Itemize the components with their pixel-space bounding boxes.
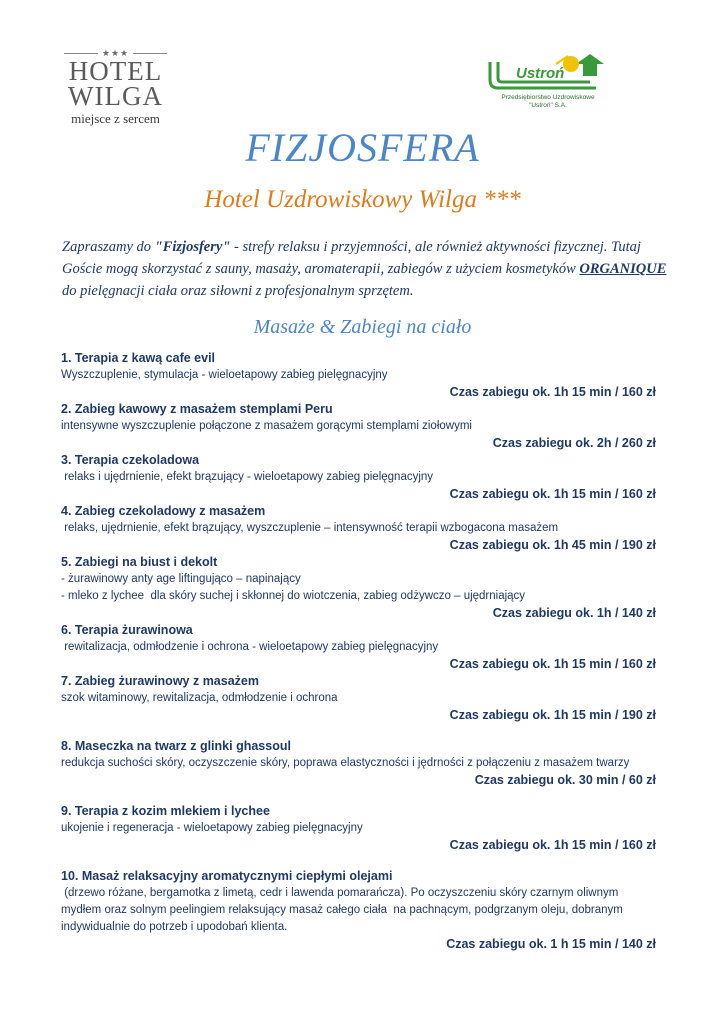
- treatment-description: redukcja suchości skóry, oczyszczenie skóry, poprawa elastyczności i jędrności z połączeniu z masażem twarzy: [61, 757, 630, 769]
- treatment-name: 7. Zabieg żurawinowy z masażem: [61, 674, 259, 688]
- treatment-price: Czas zabiegu ok. 30 min / 60 zł: [474, 773, 656, 787]
- treatment-price: Czas zabiegu ok. 1h 15 min / 190 zł: [449, 708, 656, 722]
- hotel-wilga-logo: [58, 48, 173, 127]
- treatment-price: Czas zabiegu ok. 1 h 15 min / 140 zł: [446, 937, 656, 951]
- treatment-price: Czas zabiegu ok. 1h / 140 zł: [492, 606, 656, 620]
- logo-stars: ★★★: [58, 48, 173, 59]
- treatment-item: [61, 503, 656, 554]
- ustron-mark-icon: [486, 54, 610, 94]
- page-subtitle: Hotel Uzdrowiskowy Wilga ***: [204, 186, 521, 213]
- logo-motto: miejsce z sercem: [71, 111, 160, 126]
- ustron-logo: [486, 54, 610, 110]
- treatment-name: 2. Zabieg kawowy z masażem stemplami Peru: [61, 402, 333, 416]
- intro-brand-organique: ORGANIQUE: [579, 261, 667, 277]
- treatment-name: 6. Terapia żurawinowa: [61, 623, 193, 637]
- treatment-description: Wyszczuplenie, stymulacja - wieloetapowy zabieg pielęgnacyjny: [61, 369, 388, 381]
- treatment-description: szok witaminowy, rewitalizacja, odmłodzenie i ochrona: [61, 692, 338, 704]
- treatment-price: Czas zabiegu ok. 1h 15 min / 160 zł: [449, 487, 656, 501]
- treatment-description: mydłem oraz solnym peelingiem relaksujący masaż całego ciała na pachnącym, podgrzanym oleju, dobranym: [61, 904, 623, 916]
- treatment-item: [61, 401, 656, 452]
- treatment-item: [61, 622, 656, 673]
- treatment-list: [61, 350, 656, 953]
- intro-fizjosfera: "Fizjosfery": [154, 239, 231, 255]
- treatment-price: Czas zabiegu ok. 1h 15 min / 160 zł: [449, 385, 656, 399]
- logo-line-wilga: WILGA: [68, 81, 163, 111]
- treatment-name: 4. Zabieg czekoladowy z masażem: [61, 504, 266, 518]
- treatment-price: Czas zabiegu ok. 1h 15 min / 160 zł: [449, 657, 656, 671]
- intro-paragraph: Zapraszamy do "Fizjosfery" - strefy relaksu i przyjemności, ale również aktywności fizycznej. Tutaj Goście mogą skorzystać z sauny, masaży, aromaterapii, zabiegów z użyciem kosmetyków ORGANIQUE do pielęgnacji ciała oraz siłowni z profesjonalnym sprzętem.: [62, 239, 667, 299]
- treatment-name: 5. Zabiegi na biust i dekolt: [61, 555, 218, 569]
- treatment-description: relaks, ujędrnienie, efekt brązujący, wyszczuplenie – intensywność terapii wzbogacona masażem: [61, 522, 559, 534]
- page-title: FIZJOSFERA: [245, 125, 480, 170]
- treatment-description: - mleko z lychee dla skóry suchej i skłonnej do wiotczenia, zabieg odżywczo – ujędrniający: [61, 590, 526, 602]
- treatment-item: [61, 803, 656, 854]
- treatment-description: (drzewo różane, bergamotka z limetą, cedr i lawenda pomarańcza). Po oczyszczeniu skóry czarnym oliwnym: [61, 887, 619, 899]
- treatment-description: indywidualnie do potrzeb i upodobań klienta.: [61, 921, 288, 933]
- treatment-description: rewitalizacja, odmłodzenie i ochrona - wieloetapowy zabieg pielęgnacyjny: [61, 641, 439, 653]
- treatment-item: [61, 554, 656, 622]
- section-heading: Masaże & Zabiegi na ciało: [253, 316, 472, 338]
- logo-line-hotel: HOTEL: [68, 56, 163, 86]
- treatment-item: [61, 673, 656, 724]
- treatment-name: 8. Maseczka na twarz z glinki ghassoul: [61, 739, 291, 753]
- treatment-name: 10. Masaż relaksacyjny aromatycznymi ciepłymi olejami: [61, 869, 393, 883]
- treatment-item: [61, 868, 656, 953]
- ustron-company-line1: Przedsiębiorstwo Uzdrowiskowe: [501, 94, 595, 101]
- treatment-item: [61, 738, 656, 789]
- treatment-description: relaks i ujędrnienie, efekt brązujący - wieloetapowy zabieg pielęgnacyjny: [61, 471, 434, 483]
- treatment-description: - żurawinowy anty age liftingująco – napinający: [61, 573, 301, 585]
- treatment-name: 9. Terapia z kozim mlekiem i lychee: [61, 804, 270, 818]
- ustron-company-line2: "Ustroń" S.A.: [529, 102, 567, 109]
- treatment-price: Czas zabiegu ok. 1h 45 min / 190 zł: [449, 538, 656, 552]
- treatment-item: [61, 452, 656, 503]
- treatment-description: intensywne wyszczuplenie połączone z masażem gorącymi stemplami ziołowymi: [61, 420, 472, 432]
- treatment-price: Czas zabiegu ok. 1h 15 min / 160 zł: [449, 838, 656, 852]
- svg-text:Ustroń: Ustroń: [516, 65, 565, 82]
- treatment-description: ukojenie i regeneracja - wieloetapowy zabieg pielęgnacyjny: [61, 822, 363, 834]
- treatment-price: Czas zabiegu ok. 2h / 260 zł: [492, 436, 656, 450]
- treatment-name: 3. Terapia czekoladowa: [61, 453, 200, 467]
- treatment-name: 1. Terapia z kawą cafe evil: [61, 351, 216, 365]
- treatment-item: [61, 350, 656, 401]
